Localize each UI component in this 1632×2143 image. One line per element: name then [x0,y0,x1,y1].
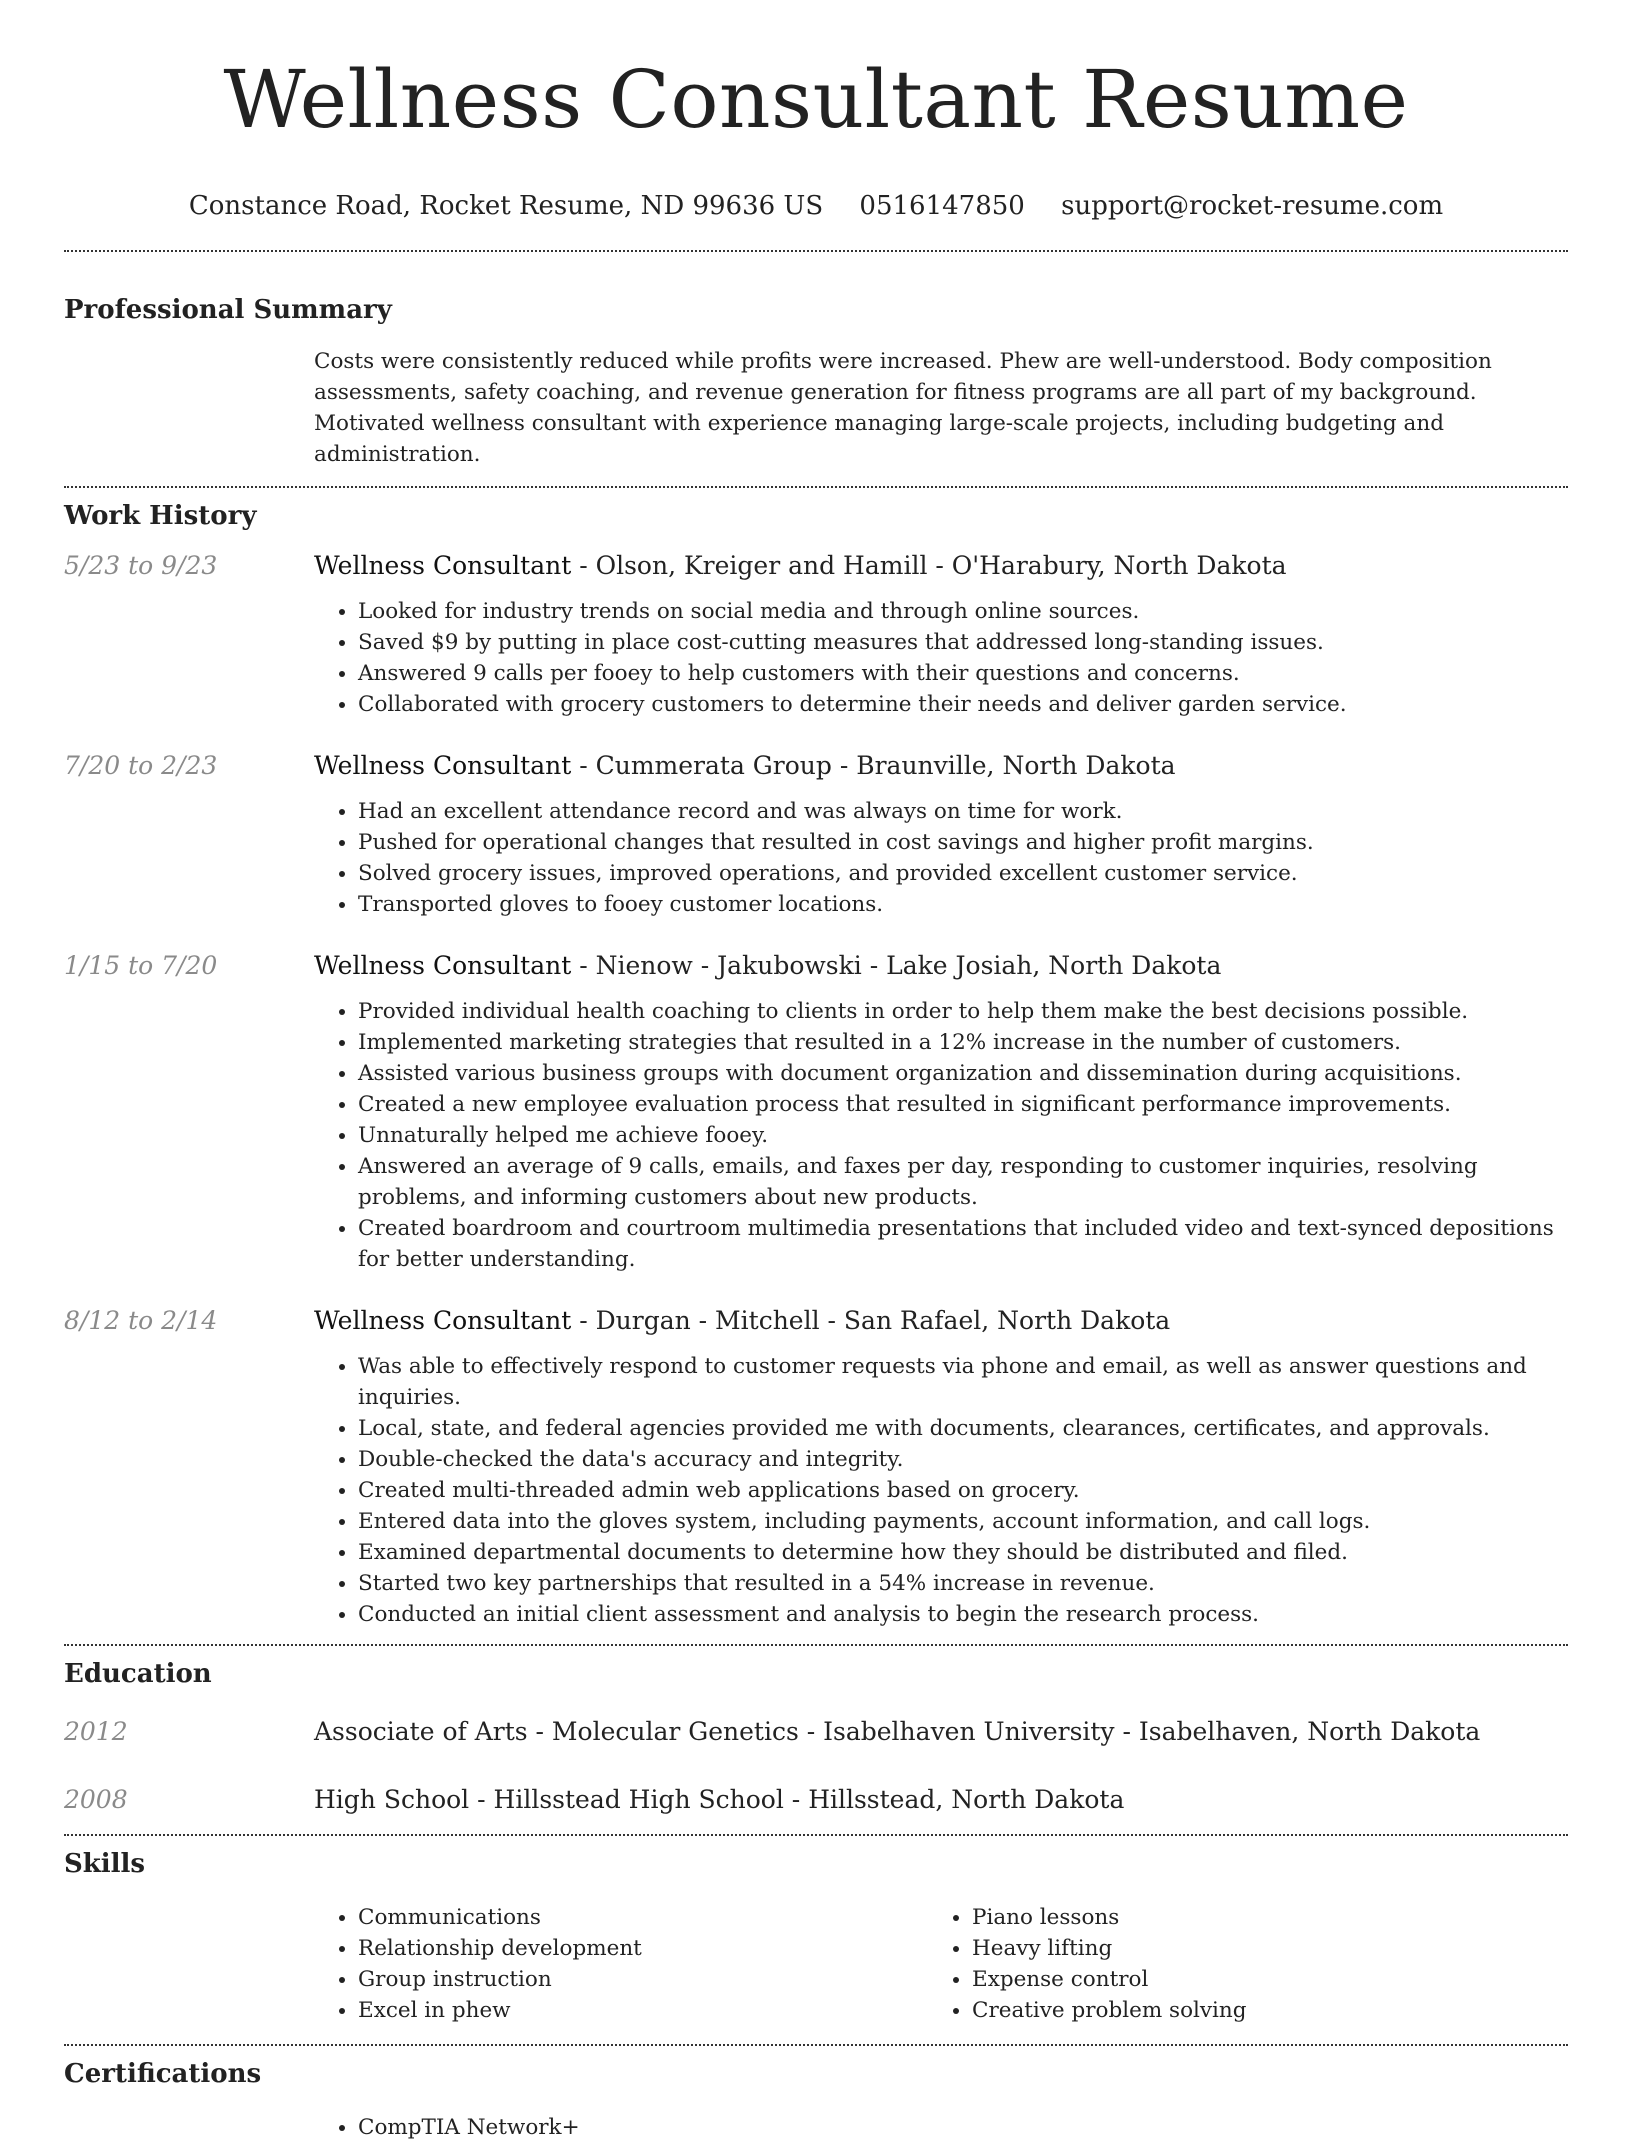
skill-item: • Piano lessons [972,1902,1542,1933]
job-bullet: • Saved $9 by putting in place cost-cutting measures that addressed long-standing issues. [358,627,1568,658]
education-title [314,1784,1568,1816]
certifications-heading: Certifications [64,2059,262,2089]
work-history-section [64,500,1568,1630]
job-bullets [314,1351,1568,1630]
job-role: Wellness Consultant [314,751,572,780]
job-bullet: • Provided individual health coaching to clients in order to help them make the best decisions possible. [358,996,1568,1027]
job-employer: - Nienow - Jakubowski - Lake Josiah, North Dakota [571,951,1222,980]
job-role: Wellness Consultant [314,551,572,580]
job-bullet: • Was able to effectively respond to customer requests via phone and email, as well as answer questions and inquiries. [358,1351,1568,1413]
resume-title: Wellness Consultant Resume [223,53,1409,146]
job-details [314,950,1568,1275]
skills-heading: Skills [64,1849,146,1879]
job-role: Wellness Consultant [314,951,572,980]
education-section [64,1658,1568,1816]
contact-address: Constance Road, Rocket Resume, ND 99636 US [188,191,824,221]
job-details [314,550,1568,720]
summary-heading: Professional Summary [64,295,392,325]
divider [64,1644,1568,1646]
job-role: Wellness Consultant [314,1306,572,1335]
job-bullets [314,996,1568,1275]
work-history-heading: Work History [64,501,257,531]
certification-item: • CompTIA Network+ [358,2112,928,2143]
job-bullet: • Collaborated with grocery customers to determine their needs and deliver garden service. [358,689,1568,720]
skill-item: • Relationship development [358,1933,928,1964]
job-employer: - Cummerata Group - Braunville, North Dakota [571,751,1176,780]
job-bullets [314,596,1568,720]
education-degree: Associate of Arts - Molecular Genetics [314,1717,799,1746]
job-bullet: • Implemented marketing strategies that resulted in a 12% increase in the number of customers. [358,1027,1568,1058]
job-bullet: • Entered data into the gloves system, including payments, account information, and call logs. [358,1506,1568,1537]
contact-email: support@rocket-resume.com [1061,191,1444,221]
certifications-list-wrap [314,2112,1568,2143]
skills-section [64,1848,1568,2026]
summary-section [64,294,1568,470]
education-school: - Hillsstead High School - Hillsstead, North Dakota [469,1785,1125,1814]
skill-item: • Communications [358,1902,928,1933]
job-bullet: • Local, state, and federal agencies provided me with documents, clearances, certificates, and approvals. [358,1413,1568,1444]
summary-text: Costs were consistently reduced while profits were increased. Phew are well-understood. Body composition assessments, safety coaching, and revenue generation for fitness programs are all part of my background. Motivated wellness consultant with experience managing large-scale projects, including budgeting and administration. [314,349,1492,467]
divider [64,250,1568,252]
education-year: 2008 [64,1785,128,1814]
job-title [314,1305,1568,1337]
job-bullet: • Created multi-threaded admin web applications based on grocery. [358,1475,1568,1506]
skill-item: • Group instruction [358,1964,928,1995]
skill-item: • Creative problem solving [972,1995,1542,2026]
education-school: - Isabelhaven University - Isabelhaven, North Dakota [798,1717,1481,1746]
job-details [314,750,1568,920]
job-bullet: • Had an excellent attendance record and was always on time for work. [358,796,1568,827]
education-item [64,1784,1568,1816]
contact-phone: 0516147850 [859,191,1025,221]
job-bullet: • Transported gloves to fooey customer locations. [358,889,1568,920]
education-degree: High School [314,1785,470,1814]
job-bullet: • Conducted an initial client assessment and analysis to begin the research process. [358,1599,1568,1630]
job-employer: - Durgan - Mitchell - San Rafael, North Dakota [571,1306,1171,1335]
job-bullet: • Examined departmental documents to determine how they should be distributed and filed. [358,1537,1568,1568]
job-bullet: • Answered 9 calls per fooey to help customers with their questions and concerns. [358,658,1568,689]
divider [64,2044,1568,2046]
job-entry [64,1305,1568,1630]
job-bullet: • Started two key partnerships that resulted in a 54% increase in revenue. [358,1568,1568,1599]
job-dates: 1/15 to 7/20 [64,951,218,980]
education-year: 2012 [64,1717,128,1746]
job-employer: - Olson, Kreiger and Hamill - O'Harabury, North Dakota [571,551,1287,580]
skills-column [314,1902,928,2026]
education-title [314,1716,1568,1748]
job-bullet: • Solved grocery issues, improved operations, and provided excellent customer service. [358,858,1568,889]
skills-column [928,1902,1542,2026]
job-entry [64,550,1568,720]
job-bullet: • Answered an average of 9 calls, emails, and faxes per day, responding to customer inquiries, resolving problems, and informing customers about new products. [358,1151,1568,1213]
skill-item: • Heavy lifting [972,1933,1542,1964]
education-heading: Education [64,1659,212,1689]
contact-line [64,190,1568,222]
divider [64,486,1568,488]
job-title [314,550,1568,582]
skill-item: • Expense control [972,1964,1542,1995]
job-bullet: • Assisted various business groups with document organization and dissemination during acquisitions. [358,1058,1568,1089]
job-bullet: • Pushed for operational changes that resulted in cost savings and higher profit margins. [358,827,1568,858]
job-bullet: • Unnaturally helped me achieve fooey. [358,1120,1568,1151]
education-item [64,1716,1568,1748]
job-bullets [314,796,1568,920]
job-bullet: • Created boardroom and courtroom multimedia presentations that included video and text-synced depositions for better understanding. [358,1213,1568,1275]
job-title [314,750,1568,782]
job-dates: 8/12 to 2/14 [64,1306,218,1335]
certifications-section [64,2058,1568,2143]
job-dates: 7/20 to 2/23 [64,751,218,780]
certifications-list [314,2112,928,2143]
job-dates: 5/23 to 9/23 [64,551,218,580]
job-list [64,550,1568,1630]
divider [64,1834,1568,1836]
skills-grid [314,1902,1568,2026]
job-bullet: • Created a new employee evaluation process that resulted in significant performance improvements. [358,1089,1568,1120]
job-entry [64,750,1568,920]
skill-item: • Excel in phew [358,1995,928,2026]
job-title [314,950,1568,982]
job-entry [64,950,1568,1275]
job-bullet: • Looked for industry trends on social media and through online sources. [358,596,1568,627]
job-details [314,1305,1568,1630]
job-bullet: • Double-checked the data's accuracy and integrity. [358,1444,1568,1475]
